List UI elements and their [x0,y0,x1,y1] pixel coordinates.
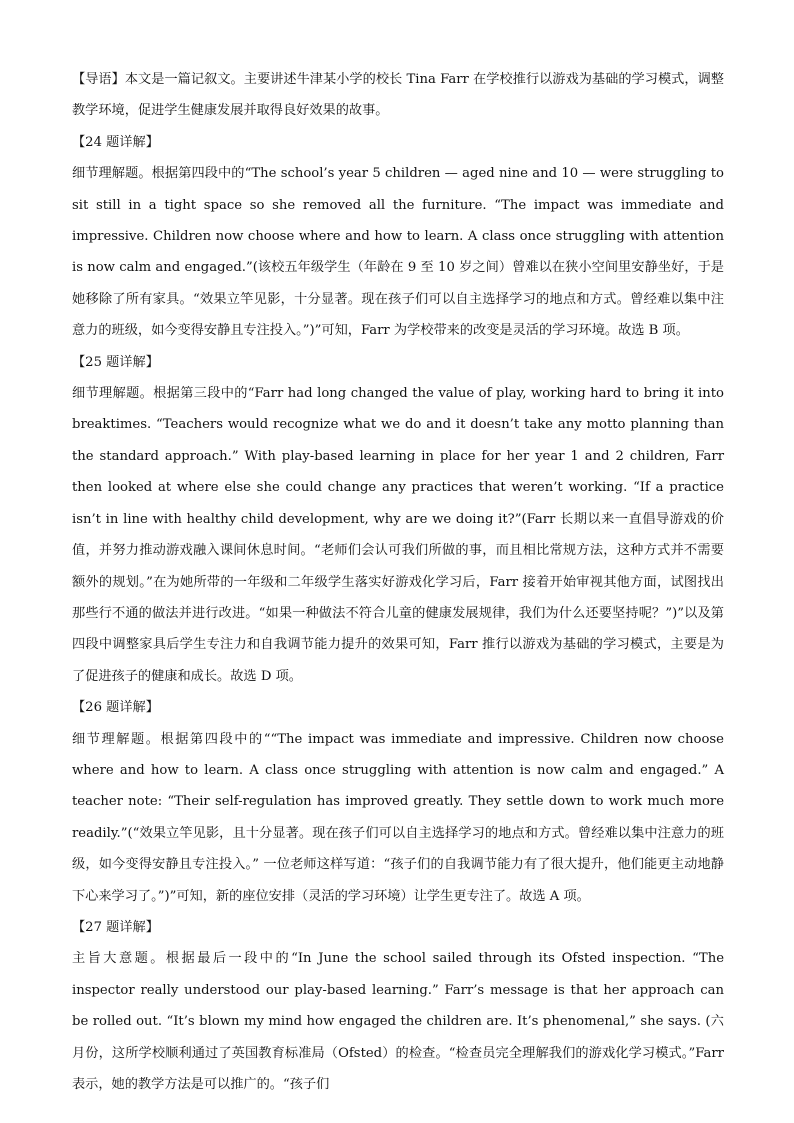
q24-explanation: 细节理解题。根据第四段中的“The school’s year 5 children — aged nine and 10 — were struggling to sit still in a tight space so she removed all the furniture. “The impact was immediate and impressive. Children now choose where and how to learn. A class once struggling with attention is now calm and engaged.”(该校五年级学生（年龄在 9 至 10 岁之间）曾难以在狭小空间里安静坐好，于是她移除了所有家具。“效果立竿见影，十分显著。现在孩子们可以自主选择学习的地点和方式。曾经难以集中注意力的班级，如今变得安静且专注投入。”)”可知，Farr 为学校带来的改变是灵活的学习环境。故选 B 项。 [72,166,724,339]
q25-explanation: 细节理解题。根据第三段中的“Farr had long changed the value of play, working hard to bring it into breaktimes. “Teachers would recognize what we do and it doesn’t take any motto planning than the standard approach.” With play-based learning in place for her year 1 and 2 children, Farr then looked at where else she could change any practices that weren’t working. “If a practice isn’t in line with healthy child development, why are we doing it?”(Farr 长期以来一直倡导游戏的价值，并努力推动游戏融入课间休息时间。“老师们会认可我们所做的事，而且相比常规方法，这种方式并不需要额外的规划。”在为她所带的一年级和二年级学生落实好游戏化学习后，Farr 接着开始审视其他方面，试图找出那些行不通的做法并进行改进。“如果一种做法不符合儿童的健康发展规律，我们为什么还要坚持呢？”)”以及第四段中调整家具后学生专注力和自我调节能力提升的效果可知，Farr 推行以游戏为基础的学习模式，主要是为了促进孩子的健康和成长。故选 D 项。 [72,386,724,684]
q27-explanation: 主旨大意题。根据最后一段中的“In June the school sailed through its Ofsted inspection. “The inspector really understood our play-based learning.” Farr’s message is that her approach can be rolled out. “It’s blown my mind how engaged the children are. It’s phenomenal,” she says. (六月份，这所学校顺利通过了英国教育标准局（Ofsted）的检查。“检查员完全理解我们的游戏化学习模式。”Farr 表示，她的教学方法是可以推广的。“孩子们 [72,951,724,1092]
q26-explanation: 细节理解题。根据第四段中的““The impact was immediate and impressive. Children now choose where and how to learn. A class once struggling with attention is now calm and engaged.” A teacher note: “Their self-regulation has improved greatly. They settle down to work much more readily.”(“效果立竿见影，且十分显著。现在孩子们可以自主选择学习的地点和方式。曾经难以集中注意力的班级，如今变得安静且专注投入。” 一位老师这样写道：“孩子们的自我调节能力有了很大提升，他们能更主动地静下心来学习了。”)”可知，新的座位安排（灵活的学习环境）让学生更专注了。故选 A 项。 [72,731,724,904]
q25-heading: 【25 题详解】 [72,354,159,370]
document-page [72,64,724,1100]
q24-heading: 【24 题详解】 [72,134,159,150]
q27-heading: 【27 题详解】 [72,919,159,935]
intro-paragraph: 【导语】本文是一篇记叙文。主要讲述牛津某小学的校长 Tina Farr 在学校推行以游戏为基础的学习模式，调整教学环境，促进学生健康发展并取得良好效果的故事。 [72,72,724,119]
q26-heading: 【26 题详解】 [72,700,159,716]
